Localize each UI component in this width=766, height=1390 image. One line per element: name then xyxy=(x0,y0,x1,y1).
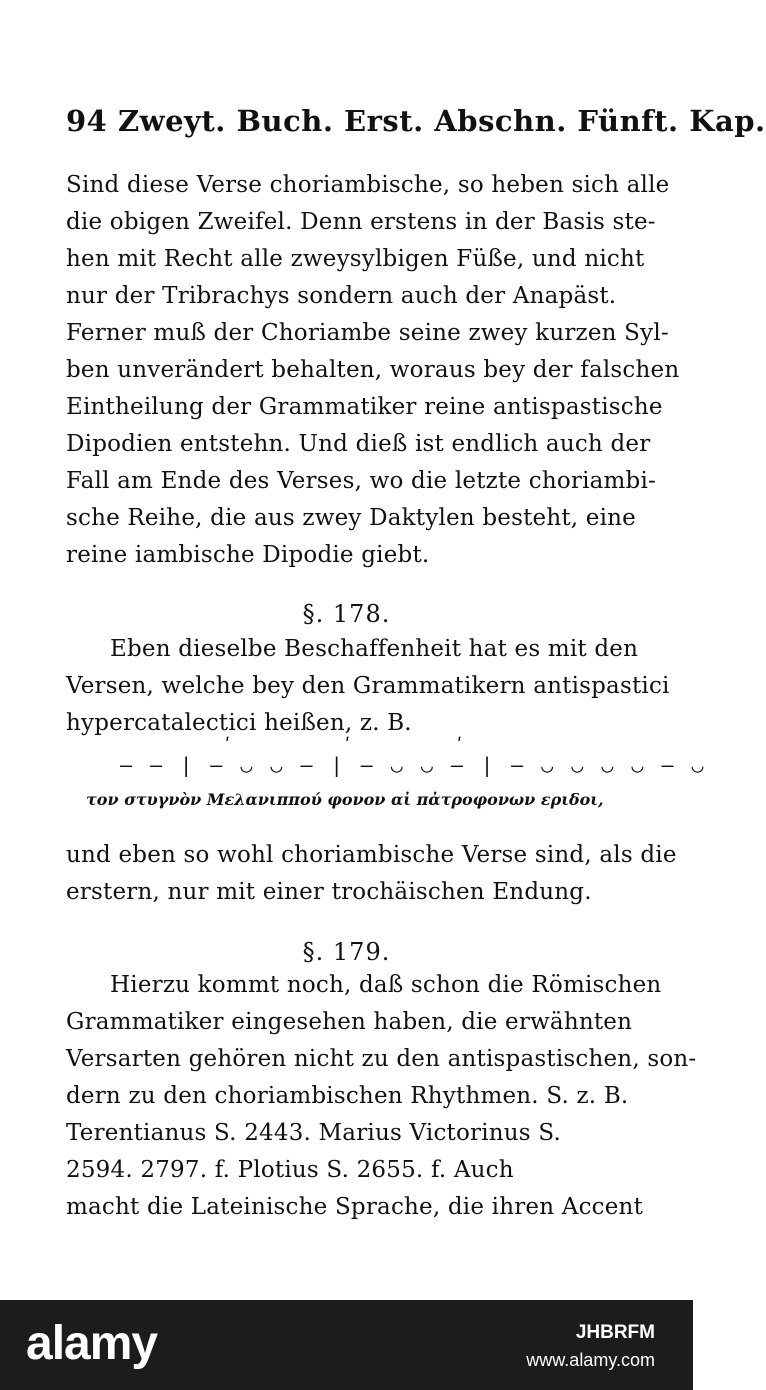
text-line: Versen, welche bey den Grammatikern antispastici xyxy=(66,673,670,699)
metrical-scheme xyxy=(120,735,707,785)
text-line: hen mit Recht alle zweysylbigen Füße, und nicht xyxy=(66,246,645,272)
text-line: Ferner muß der Choriambe seine zwey kurzen Syl- xyxy=(66,320,669,346)
text-line: 2594. 2797. f. Plotius S. 2655. f. Auch xyxy=(66,1157,514,1183)
text-line: Grammatiker eingesehen haben, die erwähnten xyxy=(66,1009,633,1035)
text-line: reine iambische Dipodie giebt. xyxy=(66,542,430,568)
accent-mark: ʹ xyxy=(222,735,233,756)
section-heading: §. 179. xyxy=(302,938,391,966)
text-line: hypercatalectici heißen, z. B. xyxy=(66,710,412,736)
text-line: Eben dieselbe Beschaffenheit hat es mit den xyxy=(110,636,639,662)
text-line: Eintheilung der Grammatiker reine antispastische xyxy=(66,394,663,420)
text-line: ben unverändert behalten, woraus bey der falschen xyxy=(66,357,680,383)
text-line: erstern, nur mit einer trochäischen Endung. xyxy=(66,879,592,905)
text-line: Hierzu kommt noch, daß schon die Römischen xyxy=(110,972,662,998)
text-line: Dipodien entstehn. Und dieß ist endlich auch der xyxy=(66,431,651,457)
text-line: sche Reihe, die aus zwey Daktylen besteht, eine xyxy=(66,505,636,531)
text-line: Terentianus S. 2443. Marius Victorinus S. xyxy=(66,1120,561,1146)
text-line: und eben so wohl choriambische Verse sind, als die xyxy=(66,842,677,868)
text-line: Sind diese Verse choriambische, so heben sich alle xyxy=(66,172,670,198)
watermark-url: www.alamy.com xyxy=(526,1350,655,1370)
section-heading: §. 178. xyxy=(302,600,391,628)
stock-watermark-bar xyxy=(0,1300,693,1390)
text-line: die obigen Zweifel. Denn erstens in der Basis ste- xyxy=(66,209,656,235)
text-line: macht die Lateinische Sprache, die ihren Accent xyxy=(66,1194,644,1220)
text-line: Fall am Ende des Verses, wo die letzte choriambi- xyxy=(66,468,657,494)
greek-example-line: τον στυγνὸν Μελανιππού φονον αἰ πἀτροφονων εριδοι, xyxy=(86,790,604,809)
text-line: dern zu den choriambischen Rhythmen. S. z. B. xyxy=(66,1083,629,1109)
metrical-notation: ‒ ‒ | ‒ ◡ ◡ ‒ | ‒ ◡ ◡ ‒ | ‒ ◡ ◡ ◡ ◡ ‒ ◡ xyxy=(120,753,707,777)
running-header: 94 Zweyt. Buch. Erst. Abschn. Fünft. Kap. xyxy=(66,104,766,138)
accent-mark: ʹ xyxy=(342,735,353,756)
text-line: nur der Tribrachys sondern auch der Anapäst. xyxy=(66,283,617,309)
accent-mark: ʹ xyxy=(454,735,465,756)
alamy-logo: alamy xyxy=(26,1317,158,1370)
text-line: Versarten gehören nicht zu den antispastischen, son- xyxy=(66,1046,697,1072)
image-id-label: JHBRFM xyxy=(575,1322,655,1343)
